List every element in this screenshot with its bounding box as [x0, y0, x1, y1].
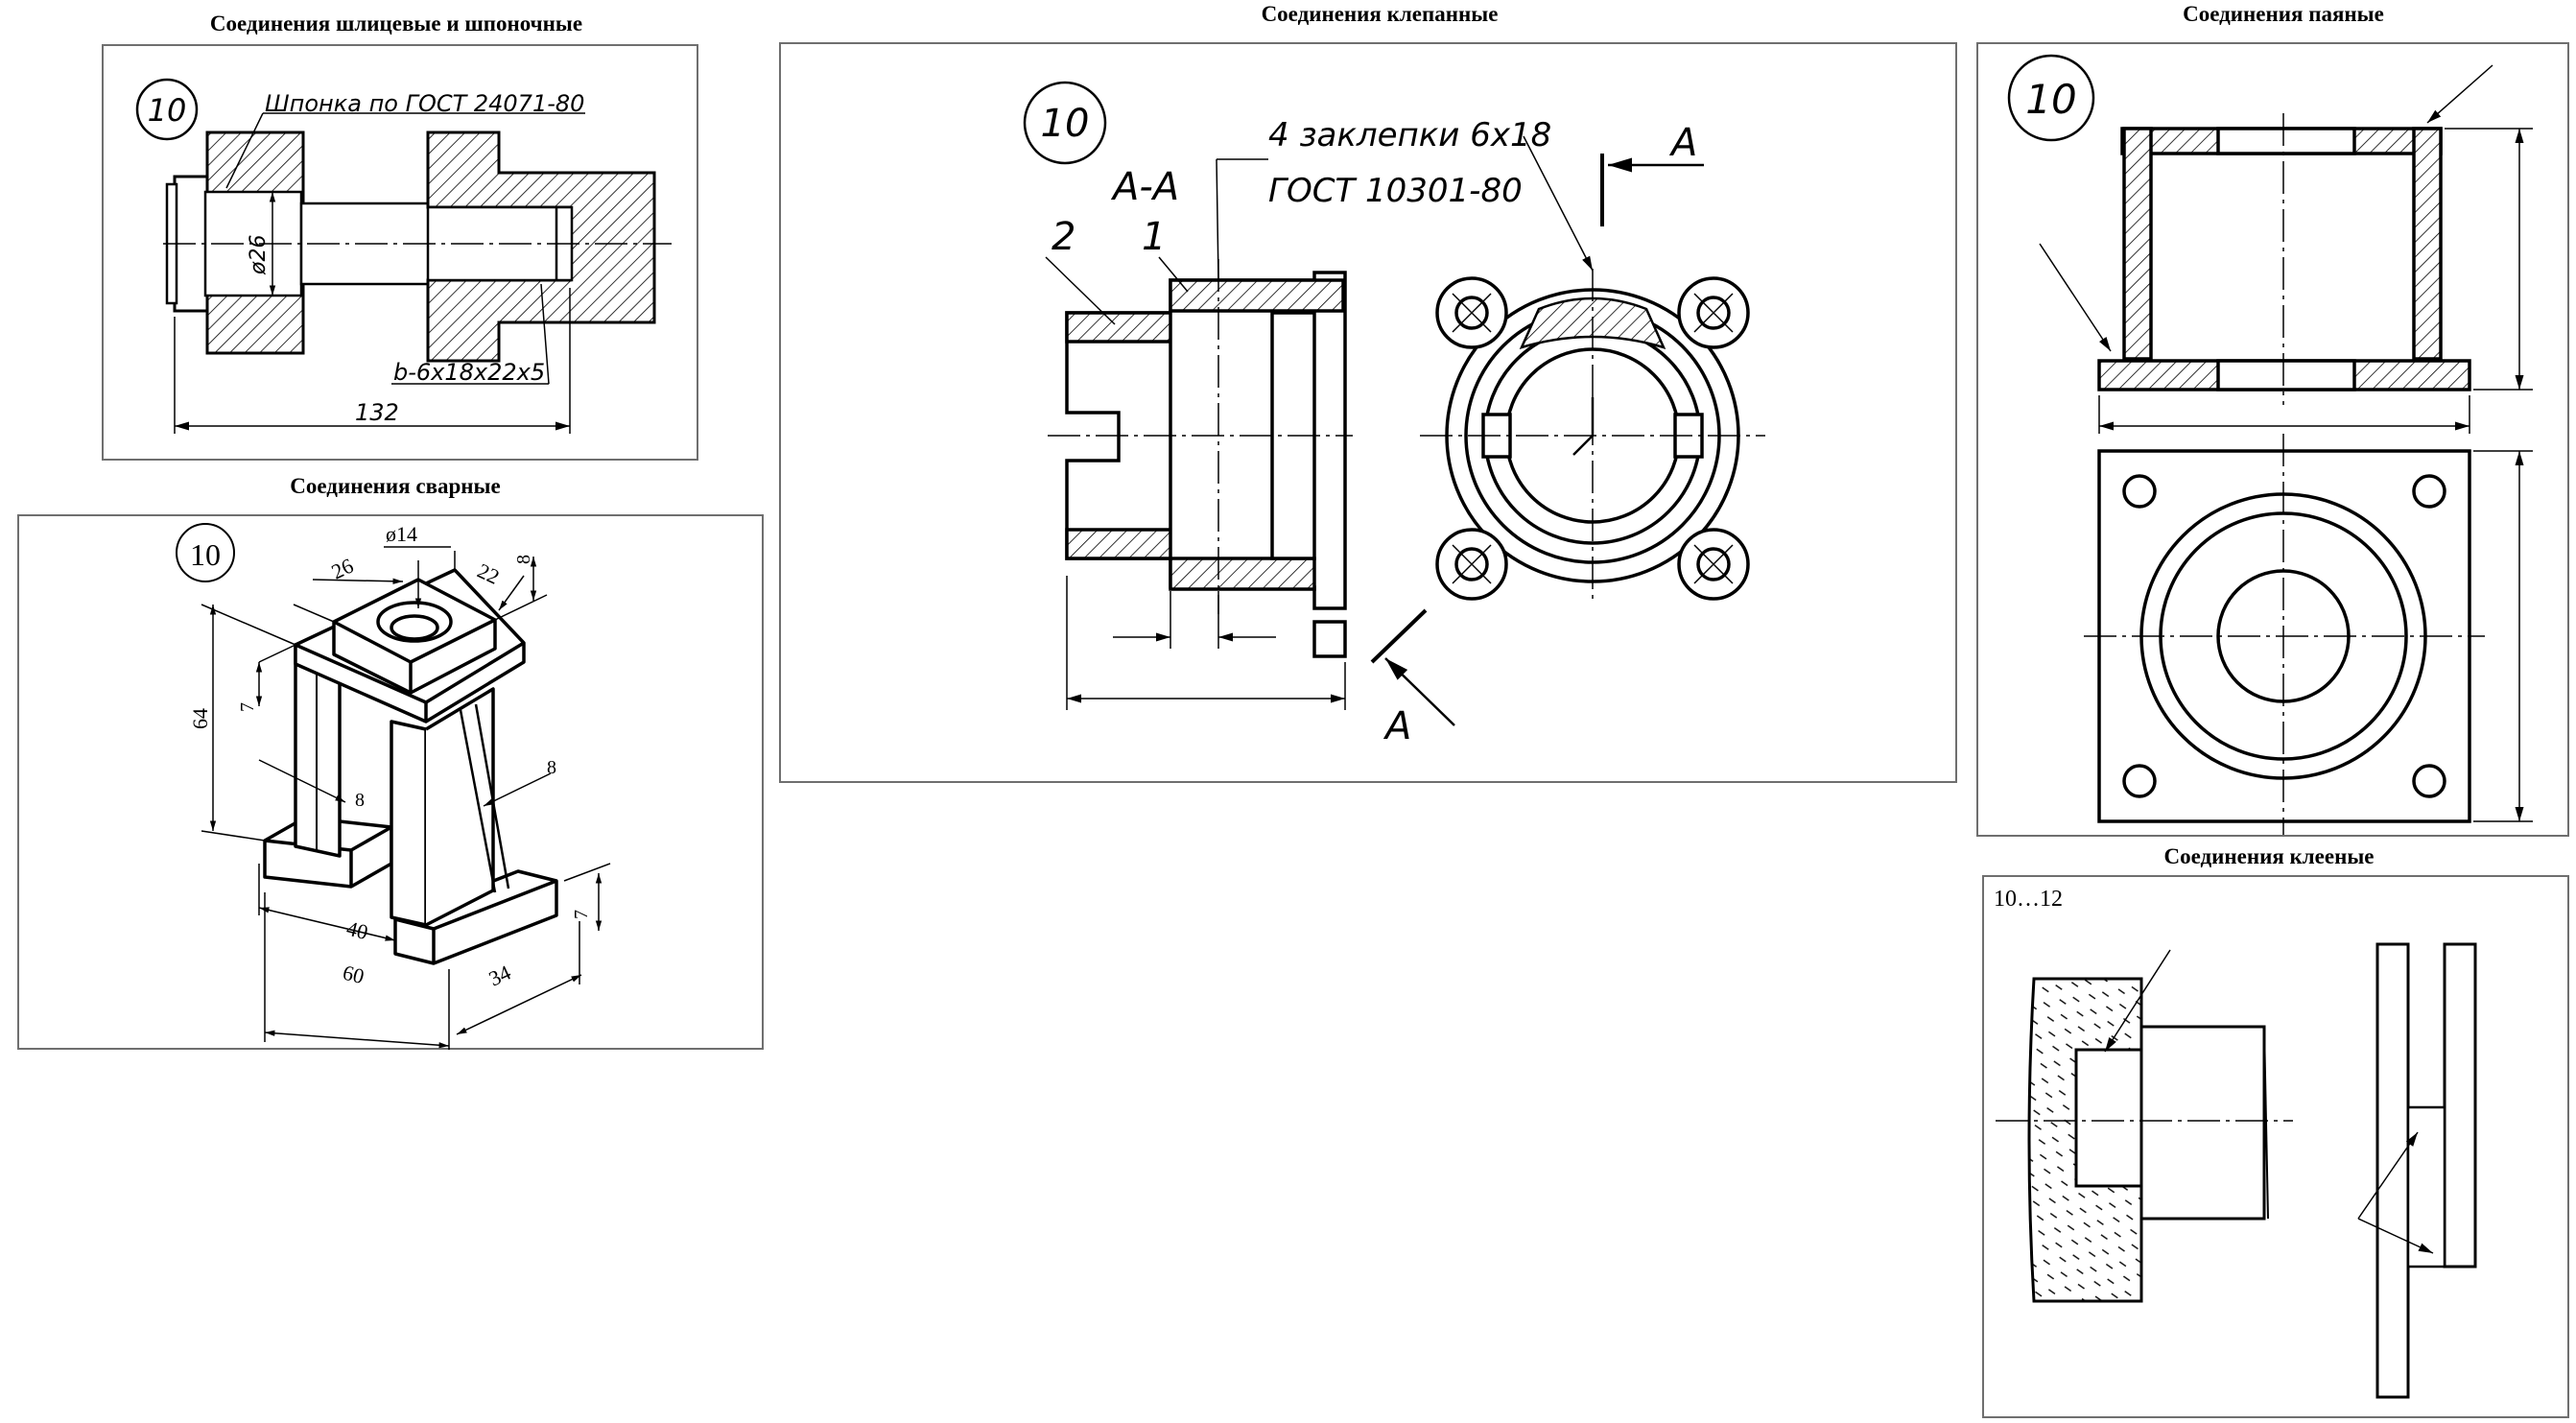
welded-dim-40: 40 — [343, 915, 371, 945]
welded-dim-8-top: 8 — [513, 555, 534, 564]
riveted-rivets-label: 4 заклепки 6x18 — [1268, 116, 1552, 154]
title-welded: Соединения сварные — [290, 474, 501, 498]
welded-hole: ø14 — [386, 522, 417, 546]
title-soldered: Соединения паяные — [2183, 2, 2384, 26]
glued-variant: 10…12 — [1994, 887, 2063, 912]
welded-dim-7-right: 7 — [571, 910, 592, 919]
riveted-standard-label: ГОСТ 10301-80 — [1268, 172, 1523, 210]
splined-variant: 10 — [147, 92, 187, 129]
welded-dim-60: 60 — [340, 960, 367, 989]
glued-drawing — [1996, 944, 2475, 1397]
welded-dim-34: 34 — [484, 960, 515, 991]
title-riveted: Соединения клепанные — [1261, 2, 1499, 26]
riveted-cut-bottom: А — [1385, 704, 1412, 748]
welded-variant: 10 — [190, 537, 221, 572]
splined-spline-label: b-6x18x22x5 — [393, 359, 546, 386]
riveted-cut-top: А — [1671, 121, 1698, 165]
riveted-variant: 10 — [1040, 102, 1090, 146]
welded-dim-26: 26 — [327, 553, 358, 584]
soldered-variant: 10 — [2025, 76, 2077, 123]
welded-dim-8-mid: 8 — [355, 790, 365, 811]
welded-dim-22: 22 — [473, 557, 504, 589]
splined-key-label: Шпонка по ГОСТ 24071-80 — [265, 90, 585, 117]
welded-dim-7-left: 7 — [237, 702, 258, 712]
riveted-part-1-label: 1 — [1142, 215, 1167, 259]
riveted-part-2-label: 2 — [1052, 215, 1076, 259]
riveted-section-label: А-А — [1113, 165, 1180, 209]
splined-diameter: ø26 — [247, 234, 271, 274]
soldered-drawing — [2009, 56, 2533, 835]
title-glued: Соединения клееные — [2163, 844, 2375, 868]
title-splined: Соединения шлицевые и шпоночные — [209, 12, 583, 36]
welded-dim-8-rib: 8 — [547, 757, 556, 778]
welded-dim-64: 64 — [188, 708, 212, 729]
splined-length: 132 — [355, 399, 399, 426]
welded-drawing — [177, 524, 610, 1050]
